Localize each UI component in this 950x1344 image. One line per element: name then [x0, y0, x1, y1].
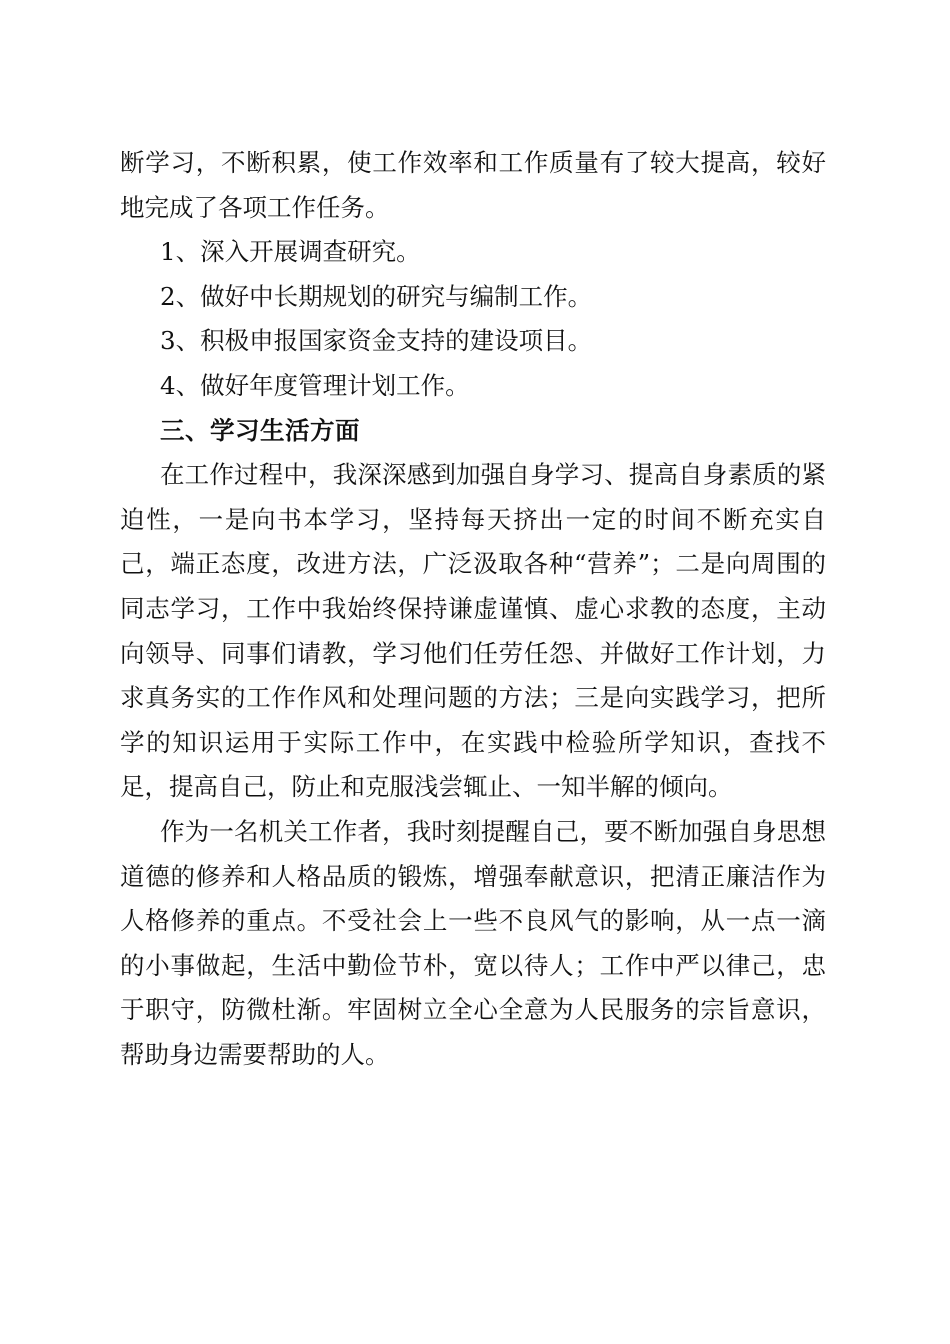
section-heading: 三、学习生活方面	[160, 415, 360, 445]
list-item-projects: 3、积极申报国家资金支持的建设项目。	[160, 326, 593, 356]
list-item-research: 1、深入开展调查研究。	[160, 237, 421, 267]
list-item-planning: 2、做好中长期规划的研究与编制工作。	[160, 281, 593, 311]
list-item-annual-plan: 4、做好年度管理计划工作。	[160, 370, 470, 400]
paragraph-study: 在工作过程中，我深深感到加强自身学习、提高自身素质的紧迫性，一是向书本学习，坚持每天挤出一定的时间不断充实自己，端正态度，改进方法，广泛汲取各种“营养”；二是向周围的同志学习，工作中我始终保持谦虚谨慎、虚心求教的态度，主动向领导、同事们请教，学习他们任劳任怨、并做好工作计划，力求真务实的工作作风和处理问题的方法；三是向实践学习，把所学的知识运用于实际工作中，在实践中检验所学知识，查找不足，提高自己，防止和克服浅尝辄止、一知半解的倾向。	[120, 460, 826, 802]
paragraph-continuation: 断学习，不断积累，使工作效率和工作质量有了较大提高，较好地完成了各项工作任务。	[120, 148, 826, 222]
paragraph-conduct: 作为一名机关工作者，我时刻提醒自己，要不断加强自身思想道德的修养和人格品质的锻炼，增强奉献意识，把清正廉洁作为人格修养的重点。不受社会上一些不良风气的影响，从一点一滴的小事做起，生活中勤俭节朴，宽以待人；工作中严以律己，忠于职守，防微杜渐。牢固树立全心全意为人民服务的宗旨意识，帮助身边需要帮助的人。	[120, 816, 826, 1069]
document-page	[120, 141, 826, 1077]
